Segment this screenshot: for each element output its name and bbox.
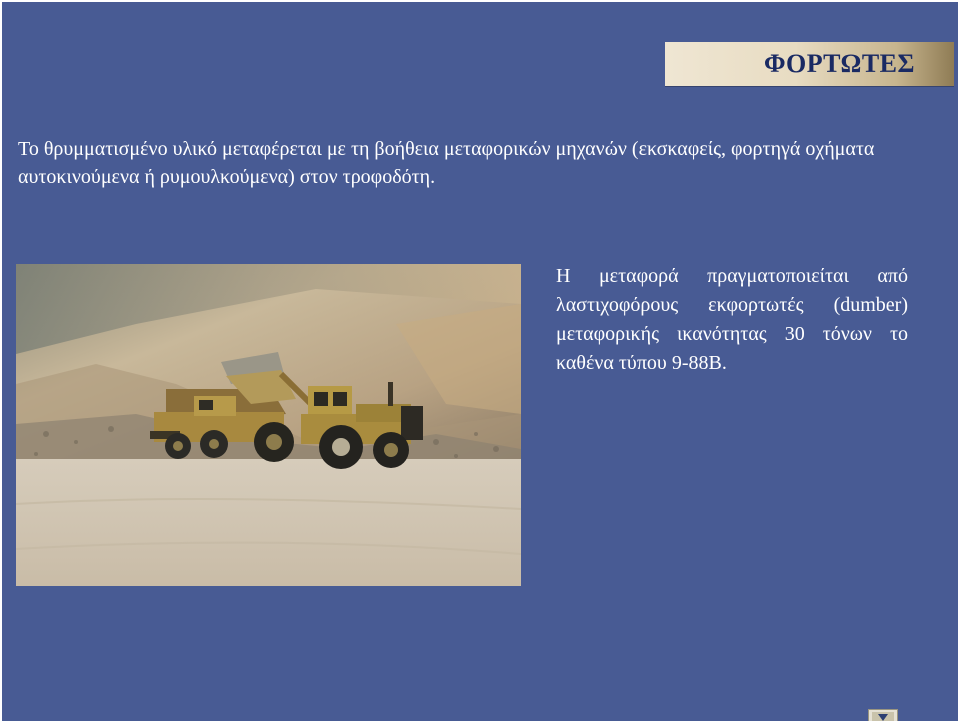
next-slide-icon: [869, 710, 897, 721]
slide-title: ΦΟΡΤΩΤΕΣ: [763, 49, 916, 78]
intro-paragraph: Το θρυμματισμένο υλικό μεταφέρεται με τη βοήθεια μεταφορικών μηχανών (εκσκαφείς, φορτηγά οχήματα αυτοκινούμενα ή ρυμουλκούμενα) στον τροφοδότη.: [18, 138, 875, 188]
quarry-photo: [16, 264, 521, 586]
title-banner: [665, 42, 954, 86]
next-slide-button[interactable]: [868, 709, 898, 721]
transport-description: Η μεταφορά πραγματοποιείται από λαστιχοφόρους εκφορτωτές (dumber) μεταφορικής ικανότητας 30 τόνων το καθένα τύπου 9-88B.: [556, 265, 908, 374]
slide: [2, 2, 958, 721]
